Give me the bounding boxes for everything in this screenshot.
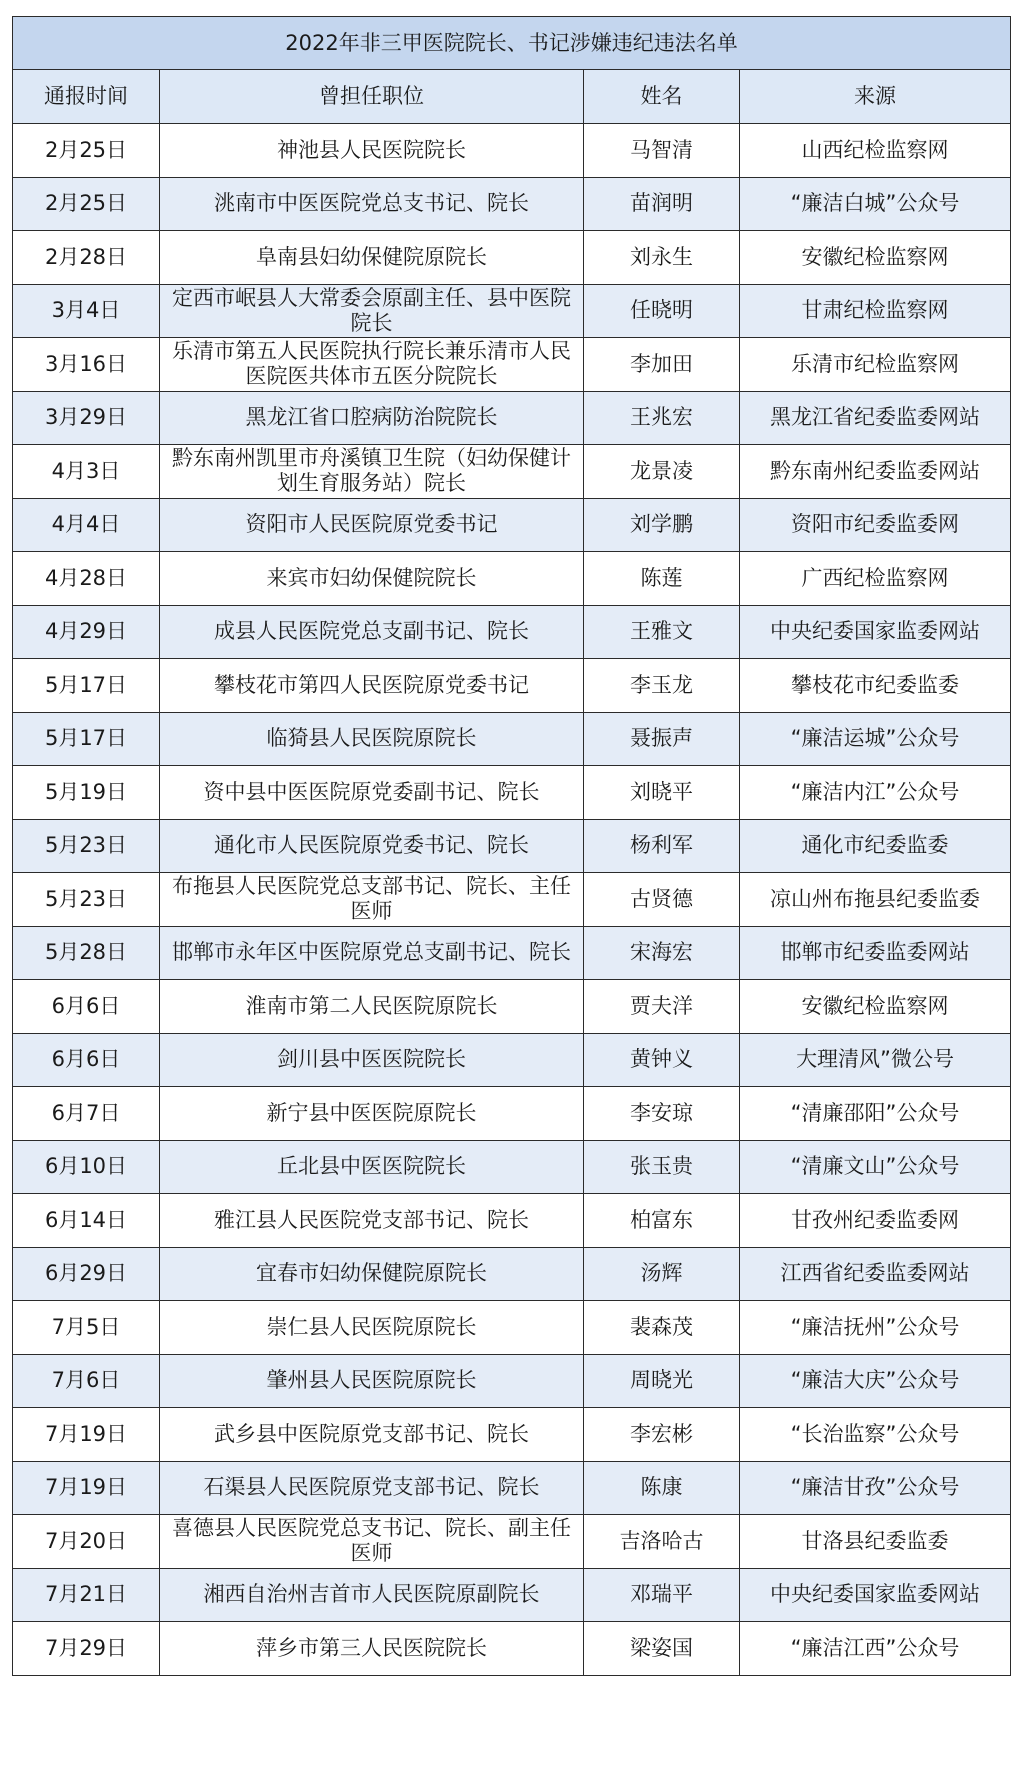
source-cell: “清廉文山”公众号 (740, 1140, 1011, 1194)
position-cell: 攀枝花市第四人民医院原党委书记 (160, 659, 584, 713)
name-cell: 刘永生 (584, 231, 740, 285)
table-row (13, 1408, 1011, 1462)
source-cell: 甘孜州纪委监委网 (740, 1194, 1011, 1248)
position-cell: 洮南市中医医院党总支书记、院长 (160, 177, 584, 231)
table-row (13, 1515, 1011, 1569)
table-row (13, 1194, 1011, 1248)
date-cell: 7月20日 (13, 1515, 160, 1569)
source-cell: 黔东南州纪委监委网站 (740, 445, 1011, 499)
table-body (13, 124, 1011, 1676)
name-cell: 李安琼 (584, 1087, 740, 1141)
name-cell: 周晓光 (584, 1354, 740, 1408)
position-cell: 剑川县中医医院院长 (160, 1033, 584, 1087)
date-cell: 2月25日 (13, 177, 160, 231)
table-row (13, 391, 1011, 445)
date-cell: 6月7日 (13, 1087, 160, 1141)
date-cell: 5月17日 (13, 712, 160, 766)
table-row (13, 819, 1011, 873)
date-cell: 6月29日 (13, 1247, 160, 1301)
name-cell: 裴森茂 (584, 1301, 740, 1355)
date-cell: 5月17日 (13, 659, 160, 713)
table-row (13, 1033, 1011, 1087)
date-cell: 6月10日 (13, 1140, 160, 1194)
table-row (13, 712, 1011, 766)
table-row (13, 445, 1011, 499)
name-cell: 刘晓平 (584, 766, 740, 820)
table-row (13, 284, 1011, 338)
position-cell: 黑龙江省口腔病防治院院长 (160, 391, 584, 445)
header-name: 姓名 (584, 70, 740, 124)
name-cell: 汤辉 (584, 1247, 740, 1301)
position-cell: 乐清市第五人民医院执行院长兼乐清市人民医院医共体市五医分院院长 (160, 338, 584, 392)
position-cell: 肇州县人民医院原院长 (160, 1354, 584, 1408)
date-cell: 3月4日 (13, 284, 160, 338)
position-cell: 淮南市第二人民医院原院长 (160, 980, 584, 1034)
date-cell: 5月19日 (13, 766, 160, 820)
name-cell: 刘学鹏 (584, 498, 740, 552)
table-row (13, 338, 1011, 392)
date-cell: 7月19日 (13, 1408, 160, 1462)
table-row (13, 605, 1011, 659)
source-cell: 通化市纪委监委 (740, 819, 1011, 873)
source-cell: 广西纪检监察网 (740, 552, 1011, 606)
position-cell: 湘西自治州吉首市人民医院原副院长 (160, 1568, 584, 1622)
table-title: 2022年非三甲医院院长、书记涉嫌违纪违法名单 (13, 17, 1011, 70)
date-cell: 4月29日 (13, 605, 160, 659)
name-cell: 杨利军 (584, 819, 740, 873)
table-row (13, 1301, 1011, 1355)
source-cell: 甘肃纪检监察网 (740, 284, 1011, 338)
name-cell: 李加田 (584, 338, 740, 392)
source-cell: 中央纪委国家监委网站 (740, 1568, 1011, 1622)
source-cell: 乐清市纪检监察网 (740, 338, 1011, 392)
position-cell: 阜南县妇幼保健院原院长 (160, 231, 584, 285)
name-cell: 梁姿国 (584, 1622, 740, 1676)
position-cell: 新宁县中医医院原院长 (160, 1087, 584, 1141)
source-cell: 资阳市纪委监委网 (740, 498, 1011, 552)
date-cell: 7月5日 (13, 1301, 160, 1355)
table-row (13, 231, 1011, 285)
table-row (13, 1247, 1011, 1301)
source-cell: 大理清风”微公号 (740, 1033, 1011, 1087)
source-cell: “廉洁抚州”公众号 (740, 1301, 1011, 1355)
date-cell: 7月6日 (13, 1354, 160, 1408)
position-cell: 临猗县人民医院原院长 (160, 712, 584, 766)
date-cell: 6月6日 (13, 1033, 160, 1087)
source-cell: 山西纪检监察网 (740, 124, 1011, 178)
date-cell: 6月6日 (13, 980, 160, 1034)
position-cell: 宜春市妇幼保健院原院长 (160, 1247, 584, 1301)
date-cell: 4月4日 (13, 498, 160, 552)
source-cell: “廉洁江西”公众号 (740, 1622, 1011, 1676)
date-cell: 3月29日 (13, 391, 160, 445)
table-row (13, 1087, 1011, 1141)
name-cell: 李宏彬 (584, 1408, 740, 1462)
position-cell: 资阳市人民医院原党委书记 (160, 498, 584, 552)
name-cell: 古贤德 (584, 873, 740, 927)
position-cell: 雅江县人民医院党支部书记、院长 (160, 1194, 584, 1248)
date-cell: 5月23日 (13, 819, 160, 873)
date-cell: 2月28日 (13, 231, 160, 285)
source-cell: 安徽纪检监察网 (740, 231, 1011, 285)
date-cell: 5月23日 (13, 873, 160, 927)
name-cell: 苗润明 (584, 177, 740, 231)
position-cell: 布拖县人民医院党总支部书记、院长、主任医师 (160, 873, 584, 927)
name-cell: 吉洛哈古 (584, 1515, 740, 1569)
date-cell: 4月3日 (13, 445, 160, 499)
name-cell: 王雅文 (584, 605, 740, 659)
position-cell: 来宾市妇幼保健院院长 (160, 552, 584, 606)
name-cell: 邓瑞平 (584, 1568, 740, 1622)
table-row (13, 1140, 1011, 1194)
source-cell: 安徽纪检监察网 (740, 980, 1011, 1034)
name-cell: 贾夫洋 (584, 980, 740, 1034)
name-cell: 王兆宏 (584, 391, 740, 445)
name-cell: 李玉龙 (584, 659, 740, 713)
table-row (13, 552, 1011, 606)
source-cell: 甘洛县纪委监委 (740, 1515, 1011, 1569)
date-cell: 7月19日 (13, 1461, 160, 1515)
position-cell: 定西市岷县人大常委会原副主任、县中医院院长 (160, 284, 584, 338)
position-cell: 邯郸市永年区中医院原党总支副书记、院长 (160, 926, 584, 980)
name-cell: 龙景凌 (584, 445, 740, 499)
table-row (13, 980, 1011, 1034)
name-cell: 任晓明 (584, 284, 740, 338)
name-cell: 聂振声 (584, 712, 740, 766)
position-cell: 神池县人民医院院长 (160, 124, 584, 178)
position-cell: 武乡县中医院原党支部书记、院长 (160, 1408, 584, 1462)
date-cell: 2月25日 (13, 124, 160, 178)
table-row (13, 498, 1011, 552)
source-cell: 江西省纪委监委网站 (740, 1247, 1011, 1301)
table-row (13, 1568, 1011, 1622)
source-cell: 黑龙江省纪委监委网站 (740, 391, 1011, 445)
source-cell: 邯郸市纪委监委网站 (740, 926, 1011, 980)
header-position: 曾担任职位 (160, 70, 584, 124)
source-cell: “廉洁内江”公众号 (740, 766, 1011, 820)
table-row (13, 659, 1011, 713)
source-cell: “廉洁白城”公众号 (740, 177, 1011, 231)
name-cell: 柏富东 (584, 1194, 740, 1248)
date-cell: 6月14日 (13, 1194, 160, 1248)
name-cell: 马智清 (584, 124, 740, 178)
position-cell: 成县人民医院党总支副书记、院长 (160, 605, 584, 659)
table-row (13, 873, 1011, 927)
date-cell: 3月16日 (13, 338, 160, 392)
position-cell: 丘北县中医医院院长 (160, 1140, 584, 1194)
table-row (13, 177, 1011, 231)
table-title-row (13, 17, 1011, 70)
header-date: 通报时间 (13, 70, 160, 124)
table-row (13, 1354, 1011, 1408)
position-cell: 喜德县人民医院党总支书记、院长、副主任医师 (160, 1515, 584, 1569)
name-cell: 陈康 (584, 1461, 740, 1515)
name-cell: 张玉贵 (584, 1140, 740, 1194)
name-cell: 陈莲 (584, 552, 740, 606)
position-cell: 黔东南州凯里市舟溪镇卫生院（妇幼保健计划生育服务站）院长 (160, 445, 584, 499)
source-cell: 攀枝花市纪委监委 (740, 659, 1011, 713)
date-cell: 5月28日 (13, 926, 160, 980)
position-cell: 资中县中医医院原党委副书记、院长 (160, 766, 584, 820)
table-row (13, 766, 1011, 820)
source-cell: “清廉邵阳”公众号 (740, 1087, 1011, 1141)
date-cell: 7月21日 (13, 1568, 160, 1622)
source-cell: “廉洁运城”公众号 (740, 712, 1011, 766)
table-container (12, 16, 1010, 1676)
table-row (13, 1622, 1011, 1676)
table-row (13, 124, 1011, 178)
source-cell: “廉洁大庆”公众号 (740, 1354, 1011, 1408)
position-cell: 崇仁县人民医院原院长 (160, 1301, 584, 1355)
source-cell: “廉洁甘孜”公众号 (740, 1461, 1011, 1515)
official-list-table (12, 16, 1011, 1676)
source-cell: 凉山州布拖县纪委监委 (740, 873, 1011, 927)
date-cell: 7月29日 (13, 1622, 160, 1676)
table-row (13, 926, 1011, 980)
name-cell: 宋海宏 (584, 926, 740, 980)
position-cell: 萍乡市第三人民医院院长 (160, 1622, 584, 1676)
position-cell: 石渠县人民医院原党支部书记、院长 (160, 1461, 584, 1515)
date-cell: 4月28日 (13, 552, 160, 606)
table-row (13, 1461, 1011, 1515)
position-cell: 通化市人民医院原党委书记、院长 (160, 819, 584, 873)
header-row (13, 70, 1011, 124)
source-cell: 中央纪委国家监委网站 (740, 605, 1011, 659)
header-source: 来源 (740, 70, 1011, 124)
source-cell: “长治监察”公众号 (740, 1408, 1011, 1462)
name-cell: 黄钟义 (584, 1033, 740, 1087)
